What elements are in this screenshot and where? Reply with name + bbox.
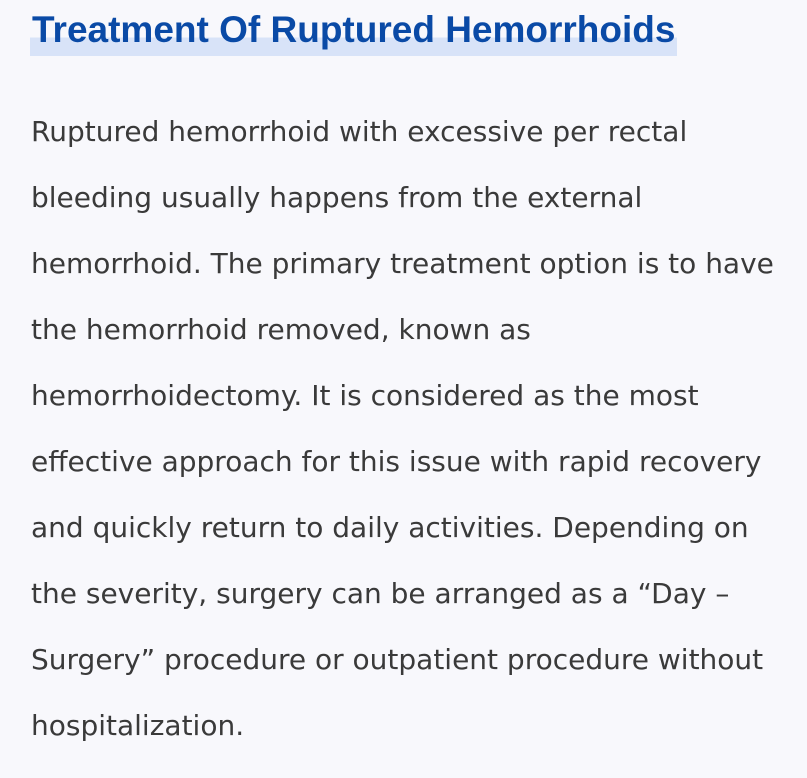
article-heading: Treatment Of Ruptured Hemorrhoids <box>30 4 677 56</box>
article-paragraph <box>31 108 801 768</box>
paragraph-line: hospitalization. <box>31 709 245 742</box>
paragraph-line: hemorrhoidectomy. It is considered as the most <box>31 379 699 412</box>
heading-container <box>30 4 677 58</box>
paragraph-line: and quickly return to daily activities. Depending on <box>31 511 749 544</box>
paragraph-line: hemorrhoid. The primary treatment option is to have <box>31 247 774 280</box>
paragraph-line: the hemorrhoid removed, known as <box>31 313 531 346</box>
paragraph-line: effective approach for this issue with rapid recovery <box>31 445 762 478</box>
paragraph-line: the severity, surgery can be arranged as a “Day – <box>31 577 730 610</box>
paragraph-line: Surgery” procedure or outpatient procedure without <box>31 643 764 676</box>
paragraph-line: bleeding usually happens from the external <box>31 181 643 214</box>
paragraph-line: Ruptured hemorrhoid with excessive per rectal <box>31 115 688 148</box>
